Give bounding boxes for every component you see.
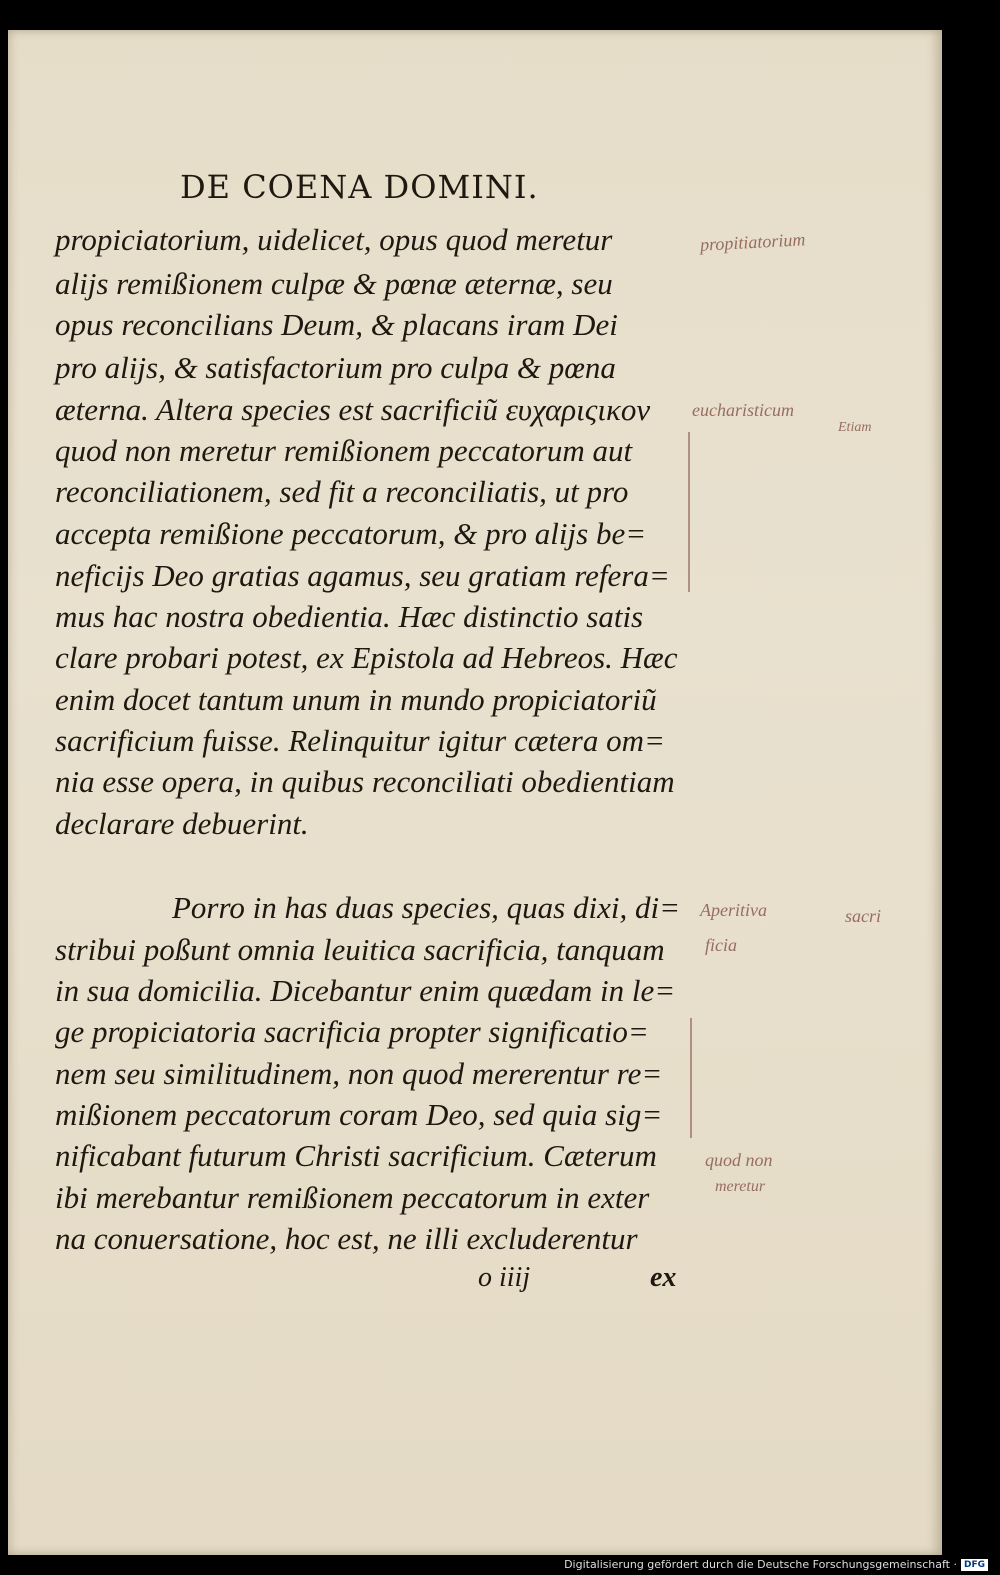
text-line: nia esse opera, in quibus reconciliati obedientiam — [55, 764, 675, 799]
signature-mark: o iiij — [478, 1262, 531, 1293]
text-line: propiciatorium, uidelicet, opus quod meretur — [55, 222, 613, 257]
marginal-note: propitiatorium — [699, 229, 806, 255]
text-line: in sua domicilia. Dicebantur enim quædam in le= — [55, 973, 676, 1008]
text-line: nificabant futurum Christi sacrificium. Cæterum — [55, 1138, 657, 1173]
text-line: stribui poßunt omnia leuitica sacrificia, tanquam — [55, 932, 665, 967]
text-line: sacrificium fuisse. Relinquitur igitur cætera om= — [55, 723, 665, 758]
text-line: æterna. Altera species est sacrificiũ ευχαριςικον — [55, 392, 651, 427]
marginal-note: sacri — [845, 906, 881, 926]
text-line: na conuersatione, hoc est, ne illi excluderentur — [55, 1221, 638, 1256]
text-line: reconciliationem, sed fit a reconciliatis, ut pro — [55, 474, 629, 509]
text-line: mus hac nostra obedientia. Hæc distinctio satis — [55, 599, 644, 634]
text-line: enim docet tantum unum in mundo propiciatoriũ — [55, 682, 657, 717]
text-line: pro alijs, & satisfactorium pro culpa & pœna — [55, 350, 616, 385]
footer-text: Digitalisierung gefördert durch die Deutsche Forschungsgemeinschaft · — [564, 1558, 957, 1571]
catchword: ex — [650, 1262, 677, 1293]
text-line: opus reconcilians Deum, & placans iram Dei — [55, 307, 618, 342]
text-line: neficijs Deo gratias agamus, seu gratiam refera= — [55, 558, 670, 593]
marginal-note: eucharisticum — [692, 400, 794, 420]
text-line: clare probari potest, ex Epistola ad Hebreos. Hæc — [55, 640, 678, 675]
marginal-note: meretur — [715, 1178, 766, 1195]
margin-bracket — [684, 1018, 692, 1138]
text-line: accepta remißione peccatorum, & pro alijs be= — [55, 516, 647, 551]
text-line: Porro in has duas species, quas dixi, di= — [172, 890, 681, 925]
text-line: ibi merebantur remißionem peccatorum in exter — [55, 1180, 650, 1215]
marginal-note: ficia — [705, 935, 737, 955]
text-line: declarare debuerint. — [55, 806, 309, 841]
marginal-note: quod non — [705, 1150, 773, 1170]
funding-footer — [564, 1558, 988, 1571]
text-line: ge propiciatoria sacrificia propter significatio= — [55, 1014, 649, 1049]
marginal-note: Aperitiva — [700, 900, 767, 920]
text-line: nem seu similitudinem, non quod mererentur re= — [55, 1056, 663, 1091]
text-line: alijs remißionem culpæ & pœnæ æternæ, seu — [55, 266, 613, 301]
dfg-logo-icon: DFG — [961, 1559, 988, 1571]
marginal-note: Etiam — [838, 420, 872, 435]
text-line: quod non meretur remißionem peccatorum aut — [55, 433, 633, 468]
page-header: DE COENA DOMINI. — [180, 168, 539, 206]
margin-bracket — [682, 432, 690, 592]
text-line: mißionem peccatorum coram Deo, sed quia sig= — [55, 1097, 663, 1132]
